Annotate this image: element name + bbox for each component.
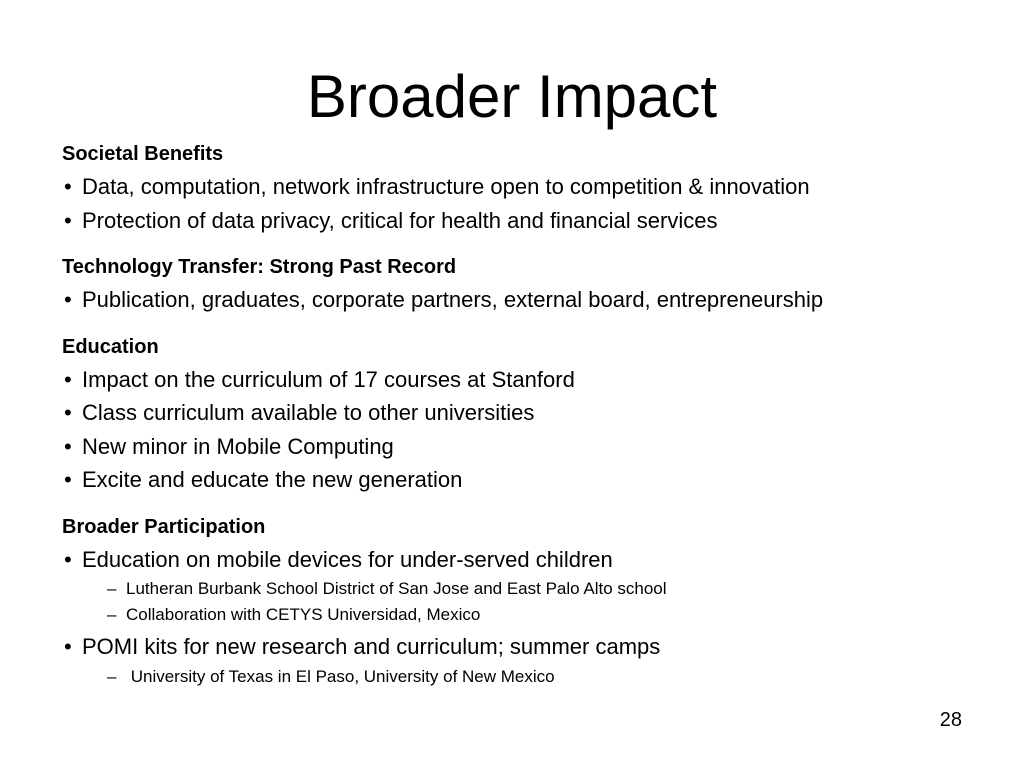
bullet-item: [62, 543, 982, 577]
bullet-icon: •: [64, 207, 72, 233]
dash-icon: –: [107, 666, 117, 686]
content-section: [62, 513, 982, 690]
bullet-icon: •: [64, 546, 72, 572]
bullet-list: [62, 283, 982, 317]
bullet-text: New minor in Mobile Computing: [82, 433, 394, 459]
bullet-text: Excite and educate the new generation: [82, 467, 463, 492]
bullet-icon: •: [64, 366, 72, 392]
bullet-item: [62, 463, 982, 497]
slide-title: Broader Impact: [306, 63, 718, 130]
sub-bullet-text: Lutheran Burbank School District of San Jose and East Palo Alto school: [126, 579, 667, 598]
bullet-text: Class curriculum available to other universities: [82, 400, 535, 425]
content-section: [62, 253, 982, 317]
section-heading: Education: [62, 335, 159, 358]
content-section: [62, 140, 982, 237]
bullet-text: Data, computation, network infrastructure open to competition & innovation: [82, 174, 810, 199]
bullet-item: [62, 204, 982, 238]
bullet-item: [62, 630, 982, 664]
sub-bullet-item: [62, 664, 982, 690]
bullet-item: [62, 430, 982, 464]
sub-bullet-item: [62, 576, 982, 602]
bullet-item: [62, 363, 982, 397]
sub-bullet-text: Collaboration with CETYS Universidad, Mexico: [126, 605, 481, 624]
bullet-icon: •: [64, 287, 72, 312]
section-heading: Broader Participation: [62, 515, 266, 538]
content-section: [62, 333, 982, 497]
section-heading: Technology Transfer: Strong Past Record: [62, 256, 457, 278]
sub-bullet-text: University of Texas in El Paso, University of New Mexico: [126, 666, 555, 686]
bullet-icon: •: [64, 467, 72, 492]
bullet-list: [62, 543, 982, 690]
bullet-text: Protection of data privacy, critical for health and financial services: [82, 207, 718, 233]
sub-bullet-item: [62, 602, 982, 628]
bullet-list: [62, 170, 982, 237]
bullet-item: [62, 170, 982, 204]
bullet-icon: •: [64, 400, 72, 425]
sub-bullet-list: [62, 576, 982, 628]
bullet-text: Education on mobile devices for under-served children: [82, 546, 613, 572]
slide-content: [62, 140, 982, 692]
sub-bullet-list: [62, 664, 982, 690]
bullet-item: [62, 396, 982, 430]
bullet-icon: •: [64, 174, 72, 199]
page-number: 28: [939, 709, 962, 731]
bullet-item: [62, 283, 982, 317]
bullet-text: Impact on the curriculum of 17 courses at Stanford: [82, 366, 575, 392]
bullet-text: Publication, graduates, corporate partners, external board, entrepreneurship: [82, 287, 824, 312]
section-heading: Societal Benefits: [62, 143, 224, 165]
bullet-text: POMI kits for new research and curriculum; summer camps: [82, 634, 661, 659]
dash-icon: –: [107, 605, 117, 624]
bullet-icon: •: [64, 433, 72, 459]
dash-icon: –: [107, 579, 117, 598]
bullet-list: [62, 363, 982, 497]
bullet-icon: •: [64, 634, 72, 659]
